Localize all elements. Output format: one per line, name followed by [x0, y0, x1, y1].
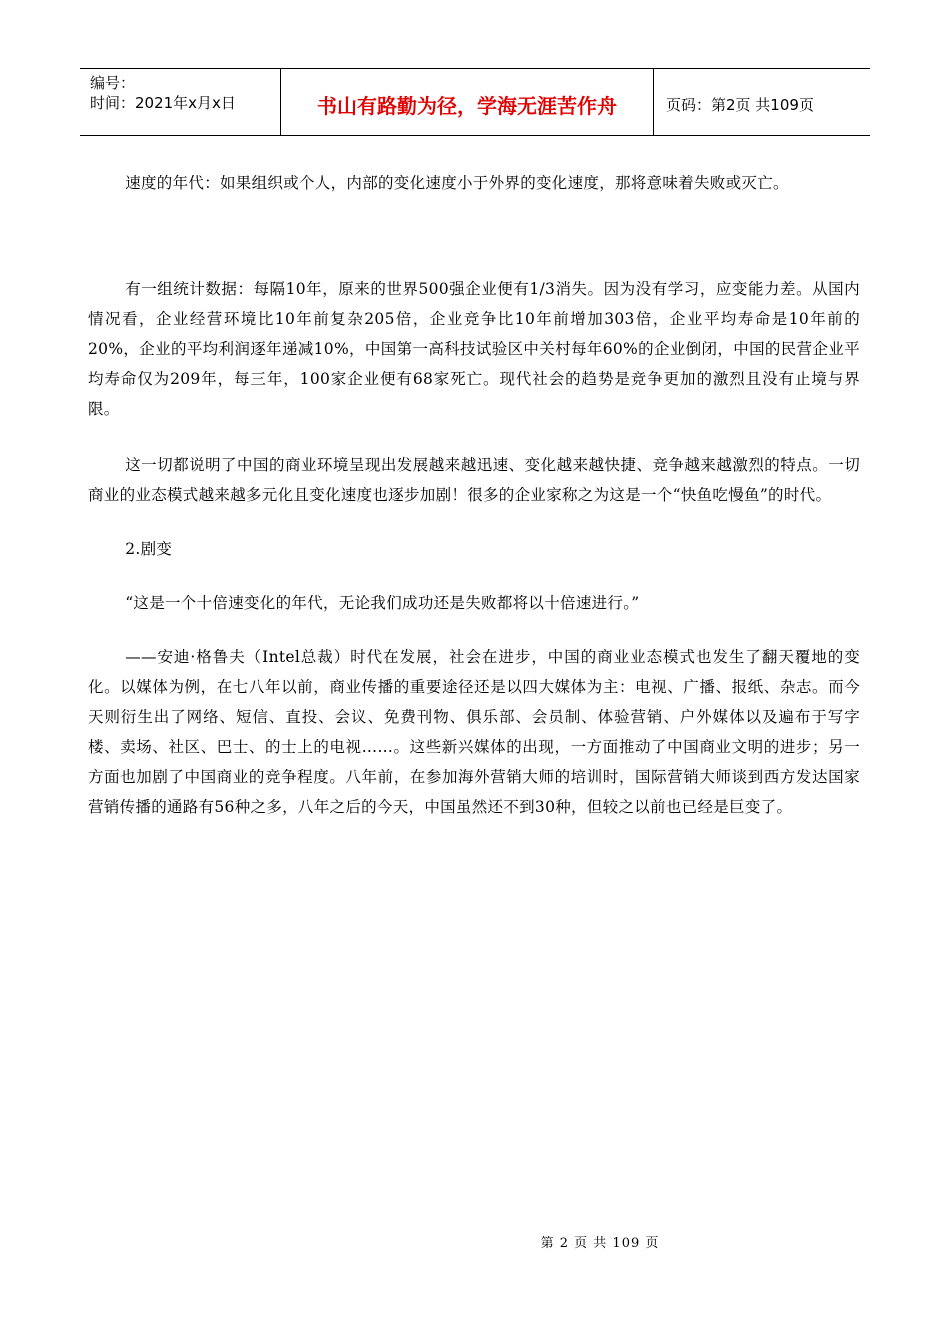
header-motto: 书山有路勤为径，学海无涯苦作舟 — [281, 69, 654, 135]
paragraph: 有一组统计数据：每隔10年，原来的世界500强企业便有1/3消失。因为没有学习，应变能力差。从国内情况看，企业经营环境比10年前复杂205倍，企业竞争比10年前增加303倍，企业平均寿命是10年前的20%，企业的平均利润逐年递减10%，中国第一高科技试验区中关村每年60%的企业倒闭，中国的民营企业平均寿命仅为209年，每三年，100家企业便有68家死亡。现代社会的趋势是竞争更加的激烈且没有止境与界限。 — [88, 280, 860, 418]
footer-page-number: 第 2 页 共 109 页 — [540, 1236, 660, 1251]
document-number-label: 编号： — [90, 74, 136, 92]
document-header — [80, 68, 870, 136]
document-body — [88, 168, 860, 822]
quote: “这是一个十倍速变化的年代，无论我们成功还是失败都将以十倍速进行。” — [125, 594, 640, 612]
header-page-code: 页码：第2页 共109页 — [666, 95, 814, 114]
paragraph: 速度的年代：如果组织或个人，内部的变化速度小于外界的变化速度，那将意味着失败或灭亡。 — [125, 174, 789, 192]
header-meta — [80, 69, 281, 135]
document-date: 时间：2021年x月x日 — [90, 94, 236, 112]
section-heading: 2.剧变 — [125, 540, 173, 558]
page-footer — [0, 1232, 950, 1251]
paragraph: 这一切都说明了中国的商业环境呈现出发展越来越迅速、变化越来越快捷、竞争越来越激烈的特点。一切商业的业态模式越来越多元化且变化速度也逐步加剧！很多的企业家称之为这是一个“快鱼吃慢鱼”的时代。 — [88, 456, 860, 504]
paragraph: ——安迪·格鲁夫（Intel总裁）时代在发展，社会在进步，中国的商业业态模式也发生了翻天覆地的变化。以媒体为例，在七八年以前，商业传播的重要途径还是以四大媒体为主：电视、广播、报纸、杂志。而今天则衍生出了网络、短信、直投、会议、免费刊物、俱乐部、会员制、体验营销、户外媒体以及遍布于写字楼、卖场、社区、巴士、的士上的电视……。这些新兴媒体的出现，一方面推动了中国商业文明的进步；另一方面也加剧了中国商业的竞争程度。八年前，在参加海外营销大师的培训时，国际营销大师谈到西方发达国家营销传播的通路有56种之多，八年之后的今天，中国虽然还不到30种，但较之以前也已经是巨变了。 — [88, 648, 860, 816]
